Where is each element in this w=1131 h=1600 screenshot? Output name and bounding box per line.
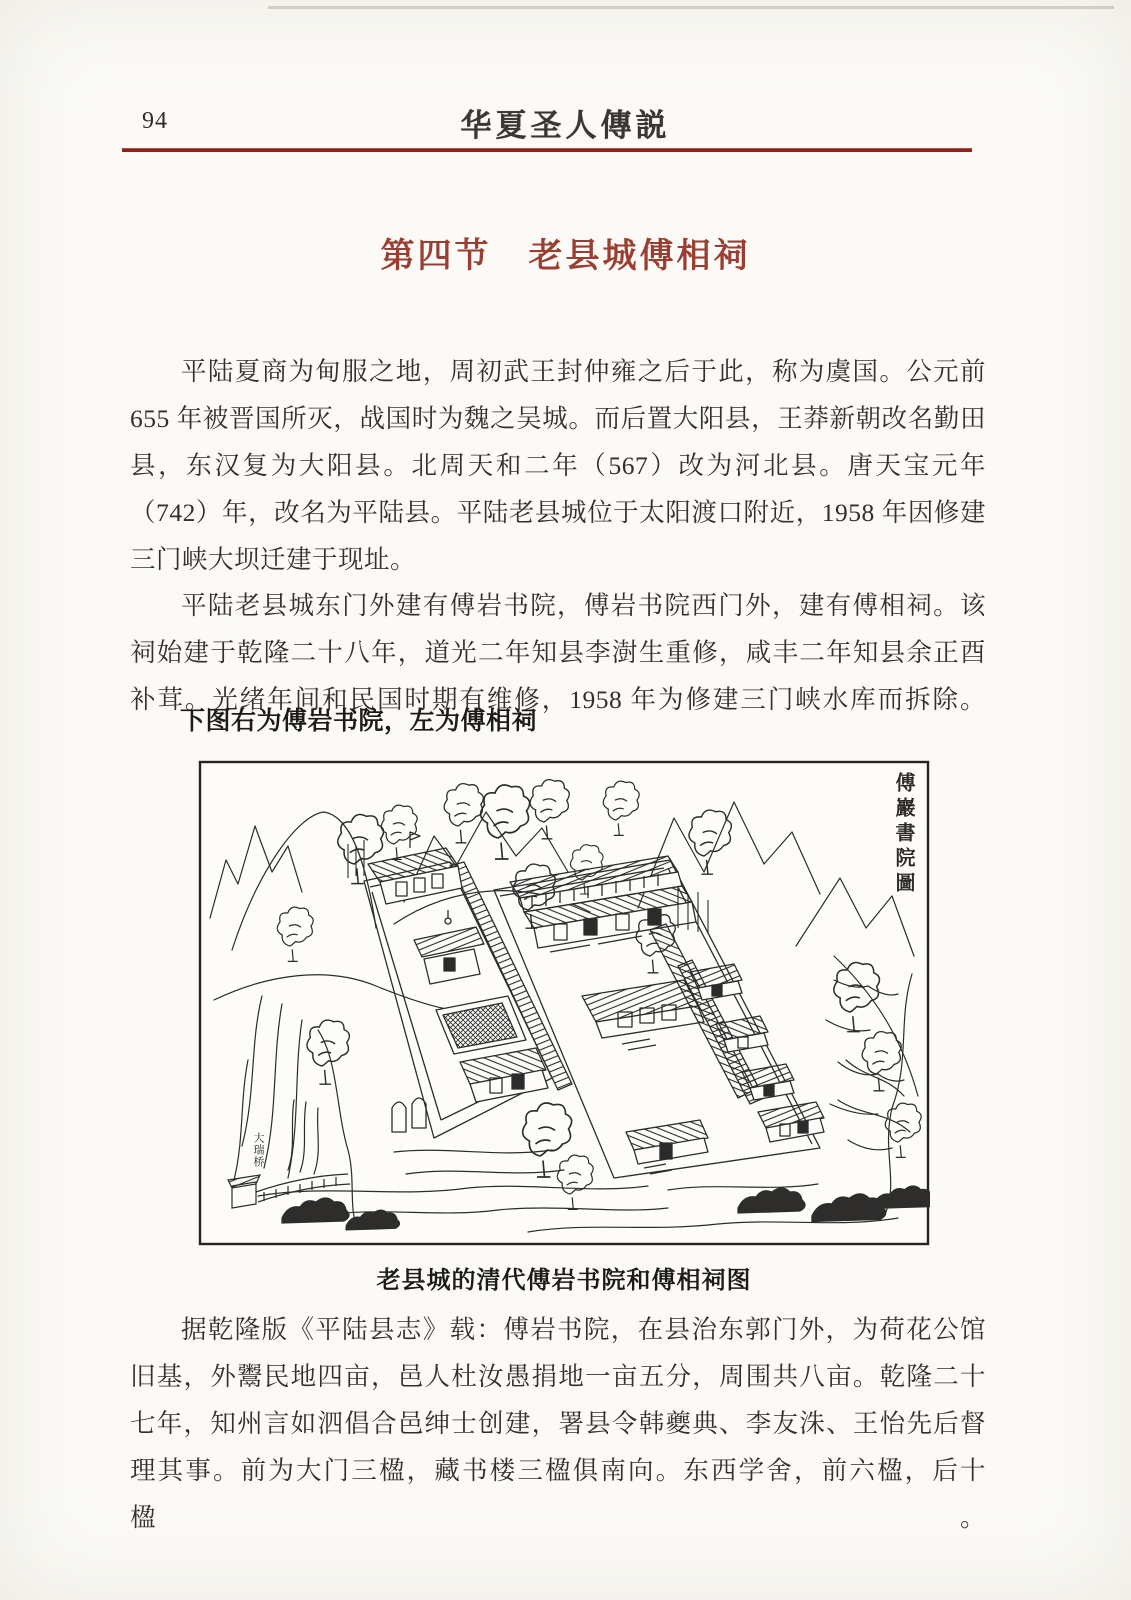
figure-note-line: 下图右为傅岩书院，左为傅相祠	[180, 707, 538, 735]
running-header-title: 华夏圣人傳説	[460, 108, 671, 143]
woodcut-figure	[198, 760, 930, 1246]
figure-note	[130, 698, 986, 745]
woodcut-illustration	[198, 760, 930, 1246]
paragraph-3	[130, 1306, 986, 1532]
scan-artifact-line	[268, 6, 1114, 9]
body-line: 七年，知州言如泗倡合邑绅士创建，署县令韩夔典、李友洙、王怡先后督	[130, 1409, 986, 1438]
body-line: 旧基，外鬻民地四亩，邑人杜汝愚捐地一亩五分，周围共八亩。乾隆二十	[130, 1362, 986, 1391]
body-line: 祠始建于乾隆二十八年，道光二年知县李澍生重修，咸丰二年知县余正酉	[130, 638, 986, 667]
body-line: 补茸。光绪年间和民国时期有维修，1958 年为修建三门峡水库而拆除。	[130, 685, 986, 714]
paragraph-1	[130, 348, 986, 583]
mountains	[210, 802, 918, 1228]
body-line: （742）年，改名为平陆县。平陆老县城位于太阳渡口附近，1958 年因修建	[130, 498, 986, 527]
figure-border	[200, 762, 928, 1244]
body-line: 县，东汉复为大阳县。北周天和二年（567）改为河北县。唐天宝元年	[130, 451, 986, 480]
header-rule	[122, 148, 972, 152]
body-line: 理其事。前为大门三楹，藏书楼三楹俱南向。东西学舍，前六楹，后十楹。	[130, 1456, 986, 1532]
body-line: 655 年被晋国所灭，战国时为魏之吴城。而后置大阳县，王莽新朝改名勤田	[130, 404, 986, 433]
figure-caption: 老县城的清代傅岩书院和傅相祠图	[376, 1267, 752, 1294]
body-line: 据乾隆版《平陆县志》载：傅岩书院，在县治东郭门外，为荷花公馆	[181, 1315, 986, 1344]
body-line: 平陆夏商为甸服之地，周初武王封仲雍之后于此，称为虞国。公元前	[181, 357, 986, 386]
body-line: 三门峡大坝迁建于现址。	[130, 545, 417, 574]
body-line: 平陆老县城东门外建有傅岩书院，傅岩书院西门外，建有傅相祠。该	[181, 591, 986, 620]
bridge-label: 大瑞桥	[252, 1132, 264, 1168]
page-number: 94	[142, 108, 168, 134]
stream-and-ground	[258, 1150, 930, 1232]
section-title: 第四节 老县城傅相祠	[380, 237, 751, 275]
figure-corner-title: 傅巖書院圖	[892, 772, 914, 897]
